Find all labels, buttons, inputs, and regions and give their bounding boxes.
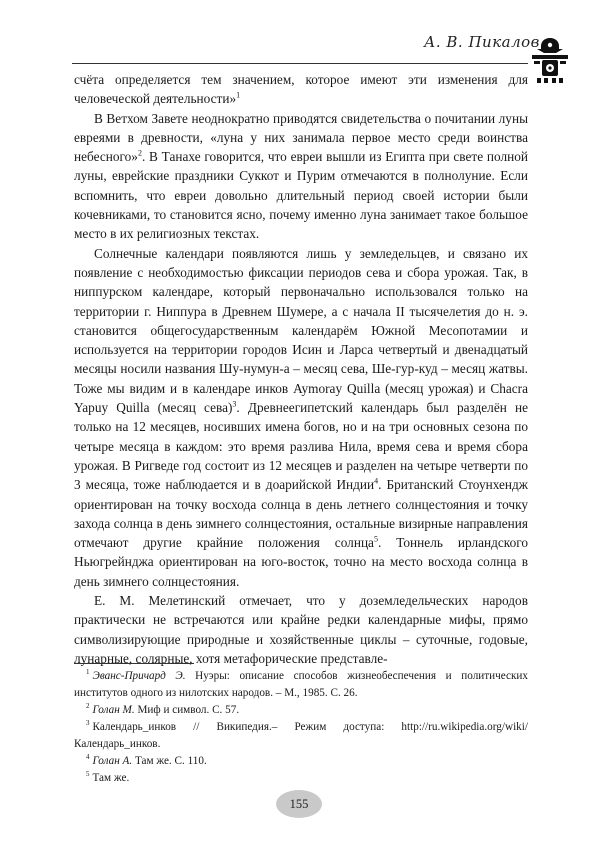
stylized-bird-emblem-icon xyxy=(530,36,570,84)
paragraph-1: счёта определяется тем значением, которое имеют эти изменения для человеческой деятельности»$^1$ xyxy=(74,72,528,107)
footnote-rule xyxy=(74,663,194,664)
paragraph-2: В Ветхом Завете неоднократно приводятся свидетельства о почитании луны евреями в древности, «луна у них занимала первое место среди воинства небесного»$^2$. В Танахе говорится, что евреи вышли из Египта при свете полной луны, еврейские праздники Суккот и Пурим отмечаются в полнолуние. Если вспомнить, что евреи довольно длительный период своей истории были кочевниками, то становится ясно, почему именно луна занимает такое большое место в их религиозных текстах. xyxy=(74,110,528,242)
page-number: 155 xyxy=(276,790,322,818)
header-rule xyxy=(72,63,528,64)
footnote-5: $^5$ Там же. xyxy=(86,770,130,784)
footnote-ref-2: 2 xyxy=(137,148,142,158)
author-signature: А. В. Пикалов xyxy=(424,33,540,51)
paragraph-3: Солнечные календари появляются лишь у земледельцев, и связано их появление с необходимостью фиксации периодов сева и сбора урожая. Так, в ниппурском календаре, который первоначально использовался только на территории г. Ниппура в Древнем Шумере, а с начала II тысячелетия до н. э. становится общегосударственным календарём Южной Месопотамии и используется на территории городов Исин и Ларса четвертый и двенадцатый месяцы носили названия Шу-нумун-а – месяц сева, Ше-гур-куд – месяц жатвы. Тоже мы видим и в календаре инков Aymoray Quilla (месяц урожая) и Chacra Yapuy Quilla (месяц сева)$^3$. Древнеегипетский календарь был разделён не только на 12 месяцев, носивших имена богов, но и на три основных сезона по четыре месяца в каждом: это время разлива Нила, время сева и время сбора урожая. В Ригведе год состоит из 12 месяцев и разделен на четыре четверти по 3 месяца, тоже наблюдается и в доарийской Индии$^4$. Британский Стоунхендж ориентирован на точку восхода солнца в день летнего солнцестояния и точку захода солнца в день зимнего солнцестояния, остальные визирные направления отмечают другие крайние положения солнца$^5$. Тоннель ирландского Ньюгрейнджа ориентирован на юго-восток, точно на место восхода солнца в день зимнего солнцестояния. xyxy=(74,245,529,589)
footnote-4: $^4$ Голан А. Там же. С. 110. xyxy=(86,753,207,767)
footnote-ref-5: 5 xyxy=(373,534,378,544)
footnote-2: $^2$ Голан М. Миф и символ. С. 57. xyxy=(86,702,240,716)
footnote-ref-3: 3 xyxy=(232,399,237,409)
footnotes xyxy=(74,668,528,787)
footnote-ref-4: 4 xyxy=(374,476,379,486)
footnote-3: $^3$ Календарь_инков // Википедия.– Режим доступа: http://ru.wikipedia.org/wiki/Календарь_инков. xyxy=(74,719,528,750)
paragraph-4: Е. М. Мелетинский отмечает, что у доземледельческих народов практически не встречаются или крайне редки календарные мифы, прямо символизирующие природные и хозяйственные циклы – суточные, годовые, лунарные, солярные, хотя метафорические представле- xyxy=(74,593,528,666)
footnote-1: $^1$ Эванс-Причард Э. Нуэры: описание способов жизнеобеспечения и политических институтов одного из нилотских народов. – М., 1985. С. 26. xyxy=(74,668,528,699)
footnote-ref-1: 1 xyxy=(236,90,241,100)
main-text xyxy=(74,70,528,668)
